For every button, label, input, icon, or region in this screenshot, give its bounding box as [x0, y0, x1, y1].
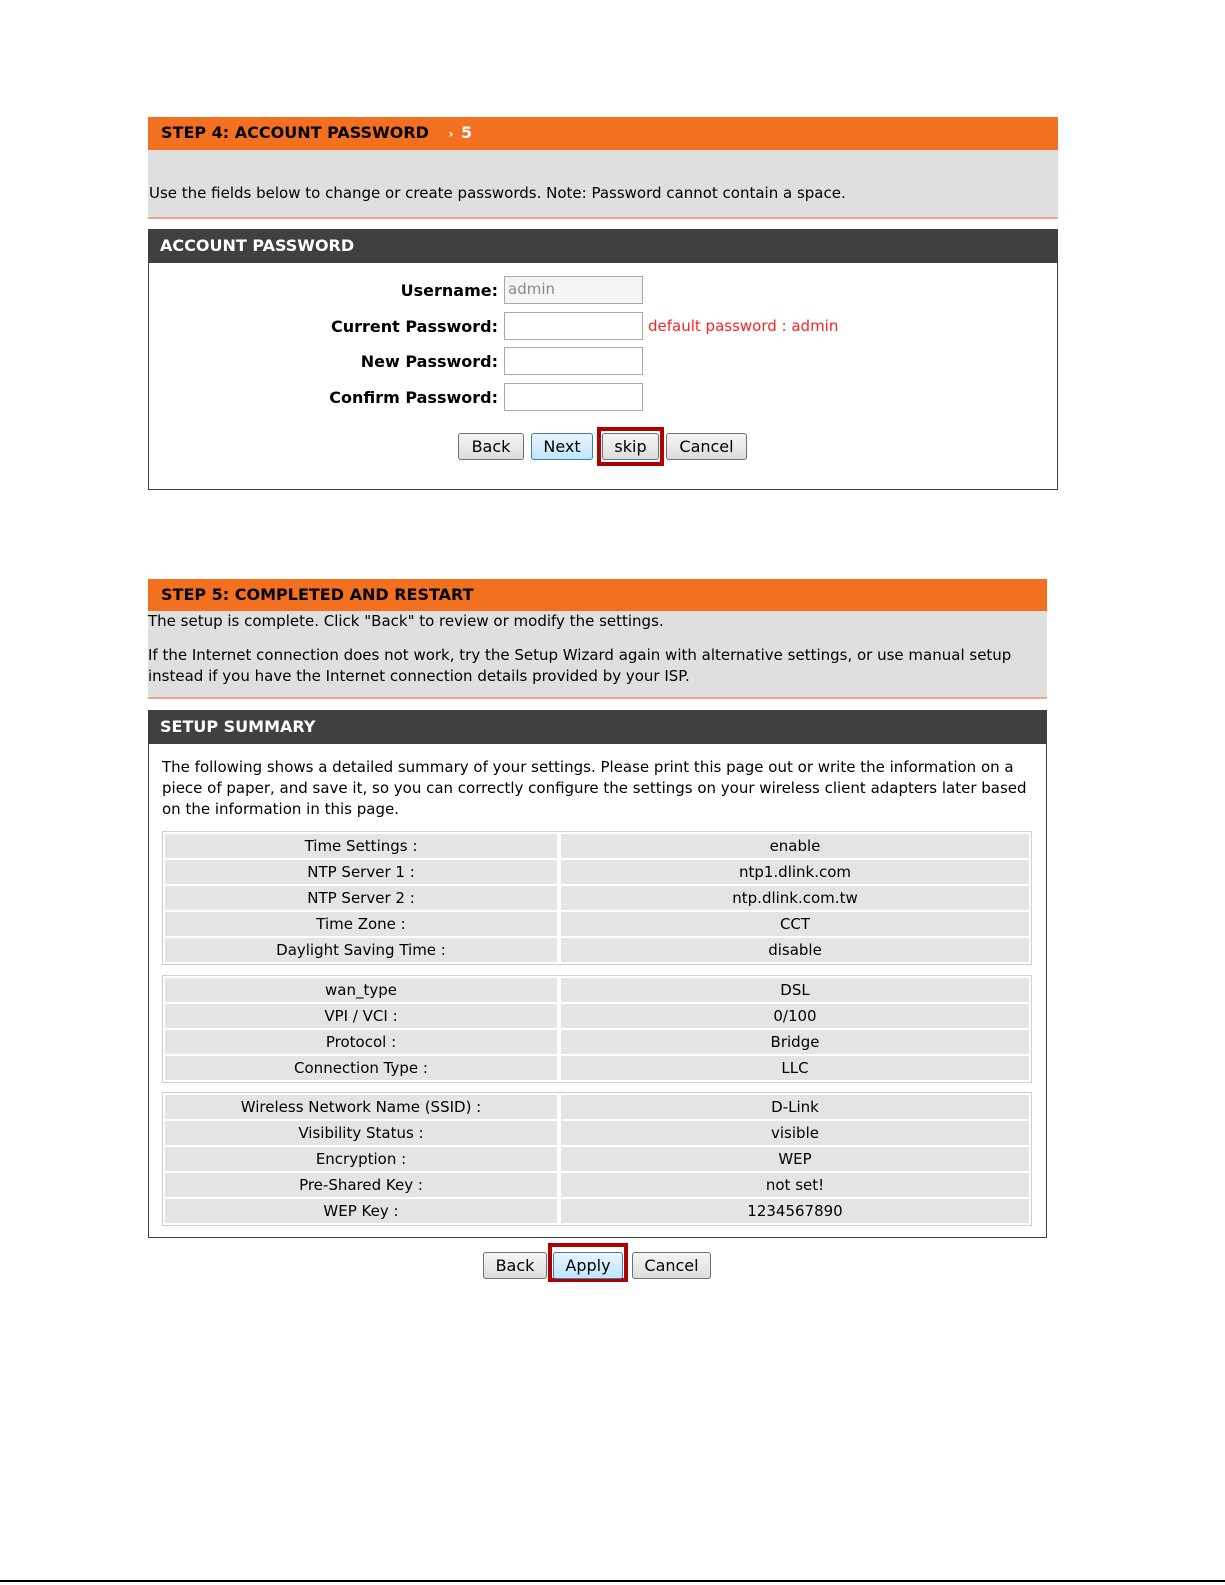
summary-key: VPI / VCI : [165, 1004, 557, 1028]
summary-key: Time Settings : [165, 834, 557, 858]
summary-key: Daylight Saving Time : [165, 938, 557, 962]
summary-row [165, 938, 1029, 962]
summary-value: not set! [561, 1173, 1029, 1197]
step5-description-area [148, 611, 1047, 699]
summary-value: LLC [561, 1056, 1029, 1080]
summary-key: wan_type [165, 978, 557, 1002]
summary-value: ntp.dlink.com.tw [561, 886, 1029, 910]
current-password-field[interactable] [504, 312, 643, 340]
summary-key: Time Zone : [165, 912, 557, 936]
summary-row [165, 1147, 1029, 1171]
step4-next-button[interactable]: Next [531, 433, 593, 460]
summary-intro: The following shows a detailed summary of your settings. Please print this page out or write the information on a piece of paper, and save it, so you can correctly configure the settings on your wireless client adapters later based on the information in this page. [162, 758, 1027, 818]
summary-value: D-Link [561, 1095, 1029, 1119]
step4-cancel-button[interactable]: Cancel [666, 433, 747, 460]
step5-description-2: If the Internet connection does not work, try the Setup Wizard again with alternative settings, or use manual setup instead if you have the Internet connection details provided by your ISP. [148, 646, 1012, 685]
step4-title: STEP 4: ACCOUNT PASSWORD [161, 123, 429, 142]
step5-back-button[interactable]: Back [483, 1252, 547, 1279]
summary-group-wireless [162, 1092, 1032, 1226]
summary-row [165, 1095, 1029, 1119]
summary-key: Visibility Status : [165, 1121, 557, 1145]
summary-value: visible [561, 1121, 1029, 1145]
summary-group-time [162, 831, 1032, 965]
confirm-password-label: Confirm Password: [329, 388, 498, 407]
step5-cancel-button[interactable]: Cancel [632, 1252, 711, 1279]
account-password-header: ACCOUNT PASSWORD [148, 229, 1058, 262]
step5-description-1: The setup is complete. Click "Back" to review or modify the settings. [148, 612, 664, 630]
summary-value: enable [561, 834, 1029, 858]
summary-row [165, 978, 1029, 1002]
summary-key: NTP Server 2 : [165, 886, 557, 910]
summary-key: WEP Key : [165, 1199, 557, 1223]
summary-value: disable [561, 938, 1029, 962]
step4-description-area [148, 150, 1058, 219]
current-password-label: Current Password: [330, 317, 498, 336]
page-bottom-rule [0, 1580, 1225, 1582]
summary-value: CCT [561, 912, 1029, 936]
summary-row [165, 860, 1029, 884]
next-step-number: 5 [461, 123, 473, 142]
summary-value: Bridge [561, 1030, 1029, 1054]
step-arrow-icon: › [448, 127, 454, 141]
summary-row [165, 1030, 1029, 1054]
summary-key: Connection Type : [165, 1056, 557, 1080]
summary-row [165, 1121, 1029, 1145]
default-password-hint: default password : admin [648, 317, 839, 335]
step5-header: STEP 5: COMPLETED AND RESTART [148, 579, 1047, 611]
username-field[interactable]: admin [504, 276, 643, 304]
summary-row [165, 1173, 1029, 1197]
step4-header [148, 117, 1058, 150]
step4-back-button[interactable]: Back [458, 433, 524, 460]
setup-summary-header: SETUP SUMMARY [148, 710, 1047, 743]
summary-key: Wireless Network Name (SSID) : [165, 1095, 557, 1119]
summary-row [165, 1199, 1029, 1223]
new-password-label: New Password: [360, 352, 498, 371]
summary-group-wan [162, 975, 1032, 1083]
summary-row [165, 912, 1029, 936]
step4-description: Use the fields below to change or create passwords. Note: Password cannot contain a space. [149, 184, 846, 202]
step5-apply-button[interactable]: Apply [553, 1252, 623, 1279]
summary-key: Pre-Shared Key : [165, 1173, 557, 1197]
confirm-password-field[interactable] [504, 383, 643, 411]
summary-value: ntp1.dlink.com [561, 860, 1029, 884]
summary-row [165, 834, 1029, 858]
new-password-field[interactable] [504, 347, 643, 375]
summary-key: Protocol : [165, 1030, 557, 1054]
summary-row [165, 886, 1029, 910]
summary-value: 0/100 [561, 1004, 1029, 1028]
summary-value: DSL [561, 978, 1029, 1002]
step4-skip-button[interactable]: skip [602, 433, 659, 460]
summary-key: Encryption : [165, 1147, 557, 1171]
summary-key: NTP Server 1 : [165, 860, 557, 884]
username-label: Username: [400, 281, 498, 300]
summary-value: WEP [561, 1147, 1029, 1171]
summary-value: 1234567890 [561, 1199, 1029, 1223]
summary-row [165, 1056, 1029, 1080]
summary-row [165, 1004, 1029, 1028]
